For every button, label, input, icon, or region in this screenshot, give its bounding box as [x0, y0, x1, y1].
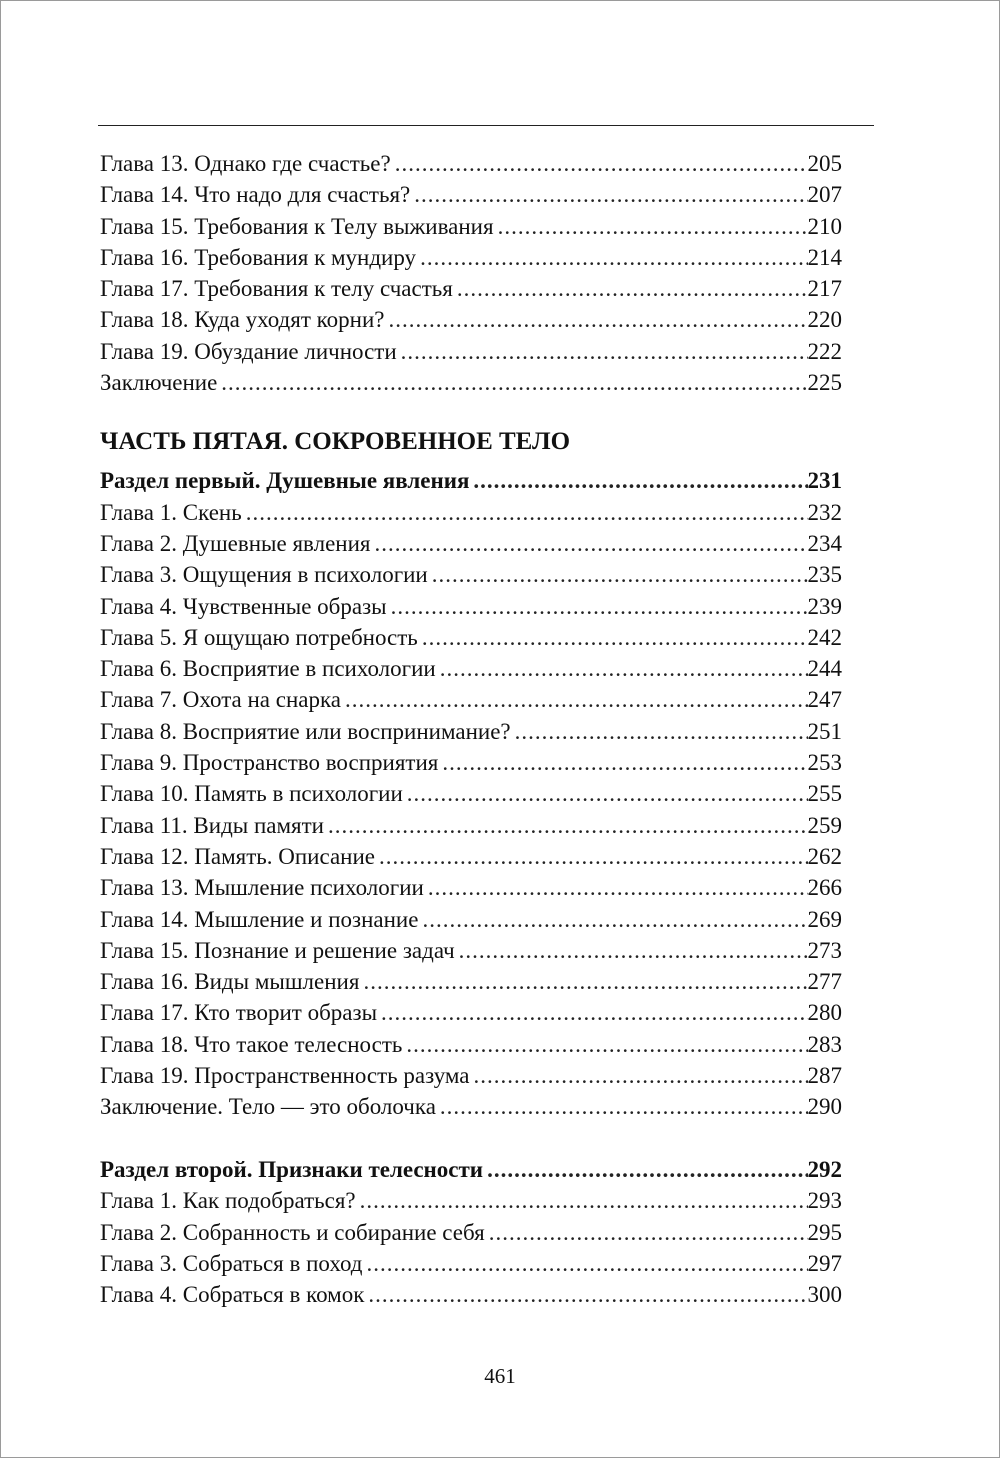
- toc-entry-page: 300: [807, 1282, 842, 1308]
- toc-entry[interactable]: [100, 778, 842, 809]
- toc-entry[interactable]: [100, 872, 842, 903]
- toc-entry[interactable]: [100, 997, 842, 1028]
- dot-leader: [367, 1248, 808, 1279]
- toc-entry-title: Глава 13. Однако где счастье?: [100, 151, 391, 176]
- toc-entry-title: Глава 2. Душевные явления: [100, 530, 371, 556]
- toc-entry[interactable]: [100, 716, 842, 747]
- dot-leader: [420, 242, 807, 273]
- toc-entry-page: 244: [807, 656, 842, 682]
- dot-leader: [474, 1060, 808, 1091]
- dot-leader: [407, 778, 808, 809]
- dot-leader: [428, 872, 808, 903]
- dot-leader: [246, 497, 808, 528]
- toc-entry-title: Глава 17. Требования к телу счастья: [100, 276, 453, 302]
- dot-leader: [498, 211, 808, 242]
- section-page: 292: [807, 1156, 842, 1182]
- section-1-list: [100, 497, 842, 1123]
- toc-entry-page: 235: [807, 562, 842, 588]
- toc-entry-title: Глава 1. Как подобраться?: [100, 1188, 356, 1214]
- toc-entry[interactable]: [100, 211, 842, 242]
- section-heading-2[interactable]: [100, 1154, 842, 1185]
- dot-leader: [487, 1154, 807, 1185]
- dot-leader: [406, 1029, 807, 1060]
- toc-entry[interactable]: [100, 684, 842, 715]
- toc-entry-title: Глава 13. Мышление психологии: [100, 875, 424, 901]
- toc-entry[interactable]: [100, 336, 842, 367]
- toc-entry-page: 220: [807, 307, 842, 333]
- dot-leader: [457, 273, 808, 304]
- toc-entry[interactable]: [100, 904, 842, 935]
- toc-entry-title: Глава 15. Требования к Телу выживания: [100, 213, 494, 239]
- toc-entry-title: Глава 17. Кто творит образы: [100, 1000, 378, 1026]
- toc-entry-title: Глава 4. Собраться в комок: [100, 1282, 365, 1308]
- toc-top-list: [100, 148, 842, 398]
- toc-entry[interactable]: [100, 1060, 842, 1091]
- toc-entry[interactable]: [100, 497, 842, 528]
- toc-entry-title: Глава 18. Куда уходят корни?: [100, 307, 385, 333]
- dot-leader: [489, 1217, 808, 1248]
- dot-leader: [374, 528, 807, 559]
- toc-entry-title: Глава 3. Собраться в поход: [100, 1250, 363, 1276]
- toc-entry-title: Глава 9. Пространство восприятия: [100, 750, 439, 776]
- toc-entry-page: 280: [807, 1000, 842, 1026]
- dot-leader: [442, 747, 807, 778]
- toc-entry-page: 262: [807, 843, 842, 869]
- toc-entry-page: 214: [807, 244, 842, 270]
- toc-entry[interactable]: [100, 653, 842, 684]
- toc-entry-page: 259: [807, 812, 842, 838]
- dot-leader: [422, 622, 808, 653]
- toc-entry-page: 273: [807, 937, 842, 963]
- part-title: ЧАСТЬ ПЯТАЯ. СОКРОВЕННОЕ ТЕЛО: [100, 428, 571, 456]
- toc-entry-page: 239: [807, 593, 842, 619]
- toc-entry[interactable]: [100, 148, 842, 179]
- toc-entry-title: Глава 4. Чувственные образы: [100, 593, 387, 619]
- toc-entry-page: 234: [807, 530, 842, 556]
- dot-leader: [379, 841, 807, 872]
- toc-entry[interactable]: [100, 304, 842, 335]
- toc-entry-page: 217: [807, 276, 842, 302]
- toc-entry-page: 251: [807, 718, 842, 744]
- dot-leader: [345, 684, 807, 715]
- toc-entry-title: Глава 8. Восприятие или воспринимание?: [100, 718, 511, 744]
- table-of-contents: [100, 148, 842, 1310]
- toc-entry-page: 225: [807, 370, 842, 396]
- toc-entry[interactable]: [100, 1091, 842, 1122]
- toc-entry-title: Глава 7. Охота на снарка: [100, 687, 342, 713]
- toc-entry-title: Глава 11. Виды памяти: [100, 812, 324, 838]
- toc-entry[interactable]: [100, 622, 842, 653]
- toc-entry-page: 295: [807, 1219, 842, 1245]
- toc-entry[interactable]: [100, 1217, 842, 1248]
- toc-entry[interactable]: [100, 935, 842, 966]
- toc-entry-title: Глава 14. Что надо для счастья?: [100, 182, 411, 208]
- toc-entry-title: Заключение: [100, 370, 218, 396]
- dot-leader: [515, 716, 808, 747]
- toc-entry-title: Глава 5. Я ощущаю потребность: [100, 624, 418, 650]
- toc-entry-page: 205: [807, 151, 842, 176]
- toc-entry[interactable]: [100, 966, 842, 997]
- toc-entry-page: 247: [807, 687, 842, 713]
- toc-entry[interactable]: [100, 367, 842, 398]
- toc-entry-title: Глава 10. Память в психологии: [100, 781, 403, 807]
- toc-entry[interactable]: [100, 841, 842, 872]
- toc-entry[interactable]: [100, 179, 842, 210]
- toc-entry[interactable]: [100, 1248, 842, 1279]
- toc-entry-page: 277: [807, 969, 842, 995]
- toc-entry[interactable]: [100, 747, 842, 778]
- dot-leader: [363, 966, 807, 997]
- toc-entry-page: 290: [807, 1094, 842, 1120]
- dot-leader: [368, 1279, 807, 1310]
- toc-entry-page: 287: [807, 1063, 842, 1089]
- header-rule: [98, 125, 874, 126]
- toc-entry-page: 207: [807, 182, 842, 208]
- toc-entry-page: 266: [807, 875, 842, 901]
- toc-entry-page: 297: [807, 1250, 842, 1276]
- toc-entry-title: Глава 15. Познание и решение задач: [100, 937, 455, 963]
- section-title: Раздел первый. Душевные явления: [100, 468, 470, 494]
- section-page: 231: [807, 468, 842, 494]
- toc-entry-title: Глава 2. Собранность и собирание себя: [100, 1219, 485, 1245]
- toc-entry-title: Глава 16. Требования к мундиру: [100, 244, 417, 270]
- toc-entry-title: Глава 18. Что такое телесность: [100, 1031, 403, 1057]
- toc-entry-page: 222: [807, 338, 842, 364]
- toc-entry-title: Глава 19. Пространственность разума: [100, 1063, 470, 1089]
- toc-entry-page: 293: [807, 1188, 842, 1214]
- dot-leader: [381, 997, 807, 1028]
- toc-entry-title: Глава 1. Скень: [100, 499, 242, 525]
- toc-entry[interactable]: [100, 1185, 842, 1216]
- toc-entry[interactable]: [100, 559, 842, 590]
- dot-leader: [360, 1185, 808, 1216]
- dot-leader: [328, 810, 808, 841]
- page-number: 461: [484, 1364, 516, 1388]
- dot-leader: [440, 653, 808, 684]
- toc-entry-page: 210: [807, 213, 842, 239]
- toc-entry[interactable]: [100, 1029, 842, 1060]
- toc-entry-page: 269: [807, 906, 842, 932]
- section-2-list: [100, 1185, 842, 1310]
- section-gap: [100, 1123, 842, 1154]
- dot-leader: [414, 179, 807, 210]
- toc-entry-title: Глава 14. Мышление и познание: [100, 906, 419, 932]
- toc-entry[interactable]: [100, 242, 842, 273]
- toc-entry-page: 232: [807, 499, 842, 525]
- section-title: Раздел второй. Признаки телесности: [100, 1156, 484, 1182]
- dot-leader: [432, 559, 808, 590]
- toc-entry[interactable]: [100, 1279, 842, 1310]
- dot-leader: [395, 148, 808, 179]
- toc-entry[interactable]: [100, 528, 842, 559]
- toc-entry[interactable]: [100, 273, 842, 304]
- toc-entry-title: Заключение. Тело — это оболочка: [100, 1094, 436, 1120]
- dot-leader: [440, 1091, 808, 1122]
- dot-leader: [391, 591, 808, 622]
- toc-entry-page: 255: [807, 781, 842, 807]
- toc-entry-page: 283: [807, 1031, 842, 1057]
- dot-leader: [459, 935, 808, 966]
- dot-leader: [221, 367, 807, 398]
- toc-entry-page: 253: [807, 750, 842, 776]
- dot-leader: [473, 465, 807, 496]
- toc-entry-title: Глава 16. Виды мышления: [100, 969, 360, 995]
- toc-entry-page: 242: [807, 624, 842, 650]
- toc-entry[interactable]: [100, 810, 842, 841]
- toc-entry-title: Глава 19. Обуздание личности: [100, 338, 397, 364]
- toc-entry-title: Глава 6. Восприятие в психологии: [100, 656, 436, 682]
- dot-leader: [401, 336, 808, 367]
- section-heading-1[interactable]: [100, 465, 842, 496]
- toc-entry-title: Глава 12. Память. Описание: [100, 843, 376, 869]
- dot-leader: [388, 304, 807, 335]
- toc-entry[interactable]: [100, 591, 842, 622]
- dot-leader: [422, 904, 807, 935]
- toc-entry-title: Глава 3. Ощущения в психологии: [100, 562, 428, 588]
